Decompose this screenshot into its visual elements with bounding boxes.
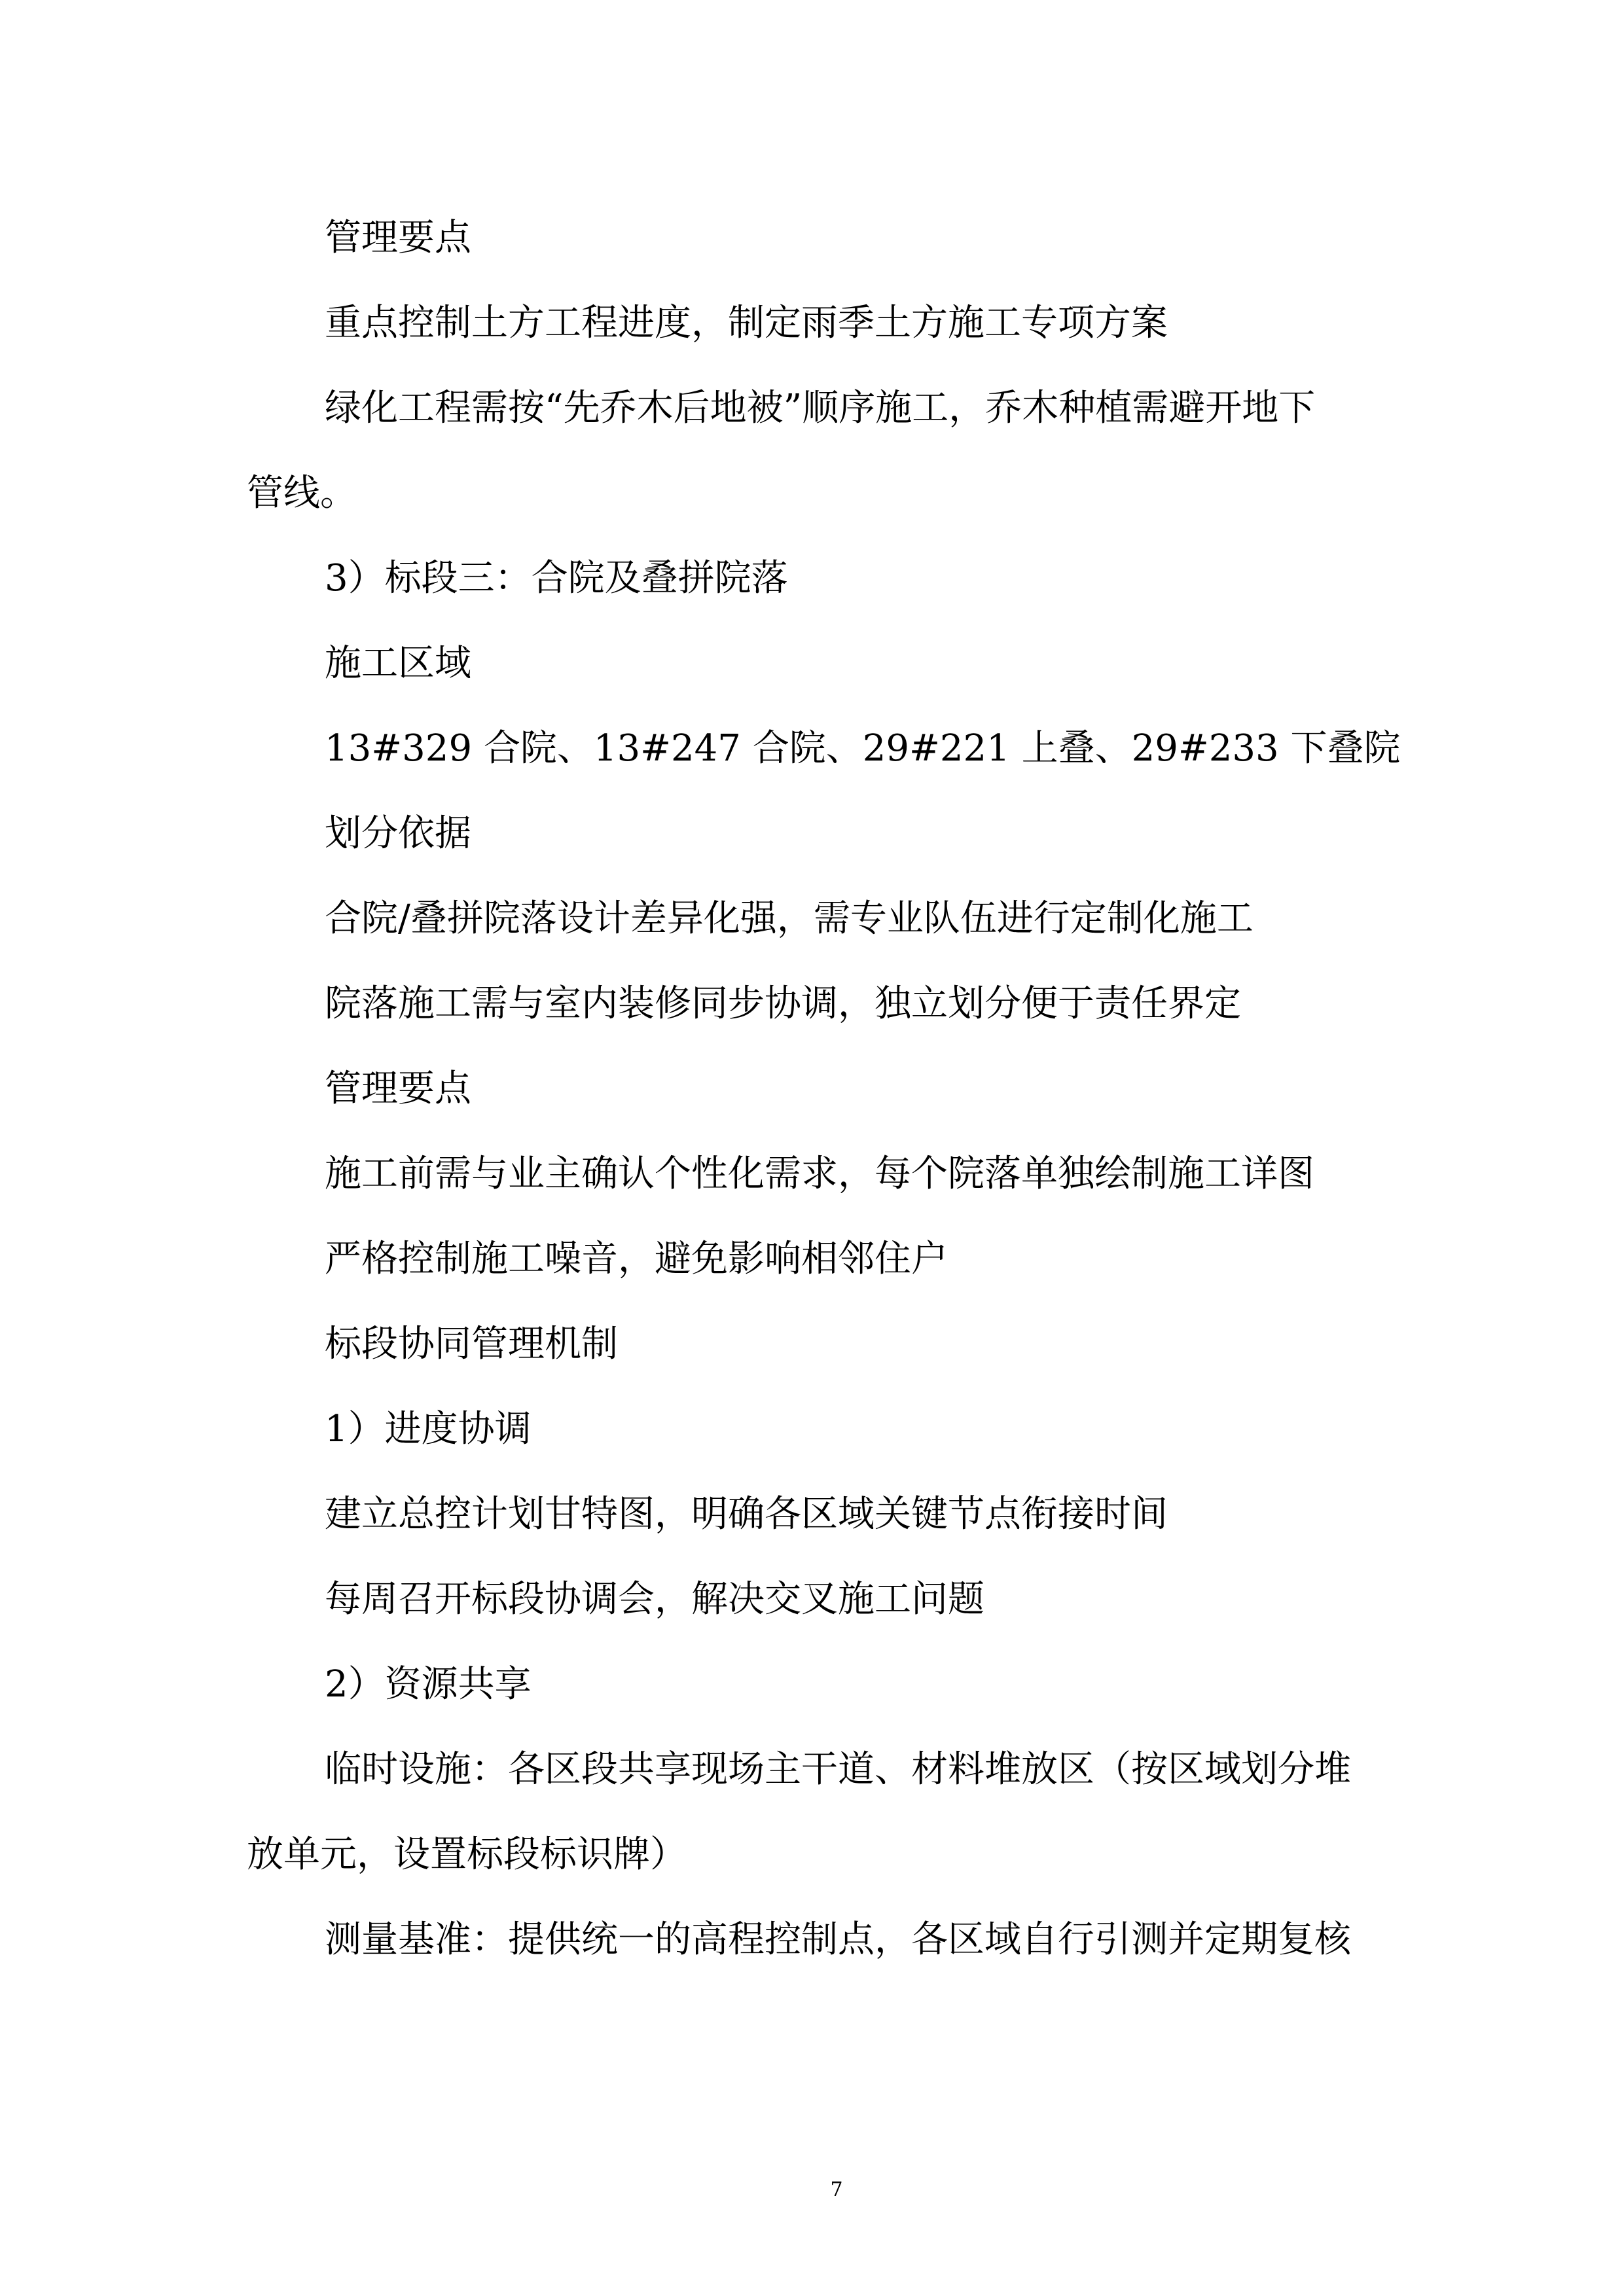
paragraph-continuation: 管线。 [247, 472, 357, 514]
paragraph: 严格控制施工噪音，避免影响相邻住户 [325, 1238, 948, 1280]
section-heading: 管理要点 [325, 1067, 471, 1110]
section-heading: 1）进度协调 [325, 1408, 532, 1450]
page-number: 7 [830, 2178, 843, 2201]
section-heading: 3）标段三：合院及叠拼院落 [325, 557, 788, 600]
section-heading: 划分依据 [325, 812, 471, 855]
paragraph: 合院/叠拼院落设计差异化强，需专业队伍进行定制化施工 [325, 897, 1254, 940]
section-heading: 管理要点 [325, 217, 471, 259]
paragraph: 绿化工程需按“先乔木后地被”顺序施工，乔木种植需避开地下 [325, 387, 1316, 429]
paragraph: 重点控制土方工程进度，制定雨季土方施工专项方案 [325, 302, 1168, 344]
paragraph: 临时设施：各区段共享现场主干道、材料堆放区（按区域划分堆 [325, 1748, 1351, 1791]
section-heading: 2）资源共享 [325, 1663, 532, 1706]
paragraph: 建立总控计划甘特图，明确各区域关键节点衔接时间 [325, 1493, 1168, 1535]
paragraph: 测量基准：提供统一的高程控制点，各区域自行引测并定期复核 [325, 1918, 1351, 1961]
paragraph: 13#329 合院、13#247 合院、29#221 上叠、29#233 下叠院 [325, 727, 1401, 770]
paragraph: 院落施工需与室内装修同步协调，独立划分便于责任界定 [325, 982, 1241, 1025]
section-heading: 标段协同管理机制 [325, 1323, 618, 1365]
document-body [247, 196, 1401, 1982]
paragraph: 施工前需与业主确认个性化需求，每个院落单独绘制施工详图 [325, 1153, 1314, 1195]
paragraph-continuation: 放单元，设置标段标识牌） [247, 1833, 687, 1876]
paragraph: 每周召开标段协调会，解决交叉施工问题 [325, 1578, 984, 1621]
section-heading: 施工区域 [325, 642, 471, 685]
